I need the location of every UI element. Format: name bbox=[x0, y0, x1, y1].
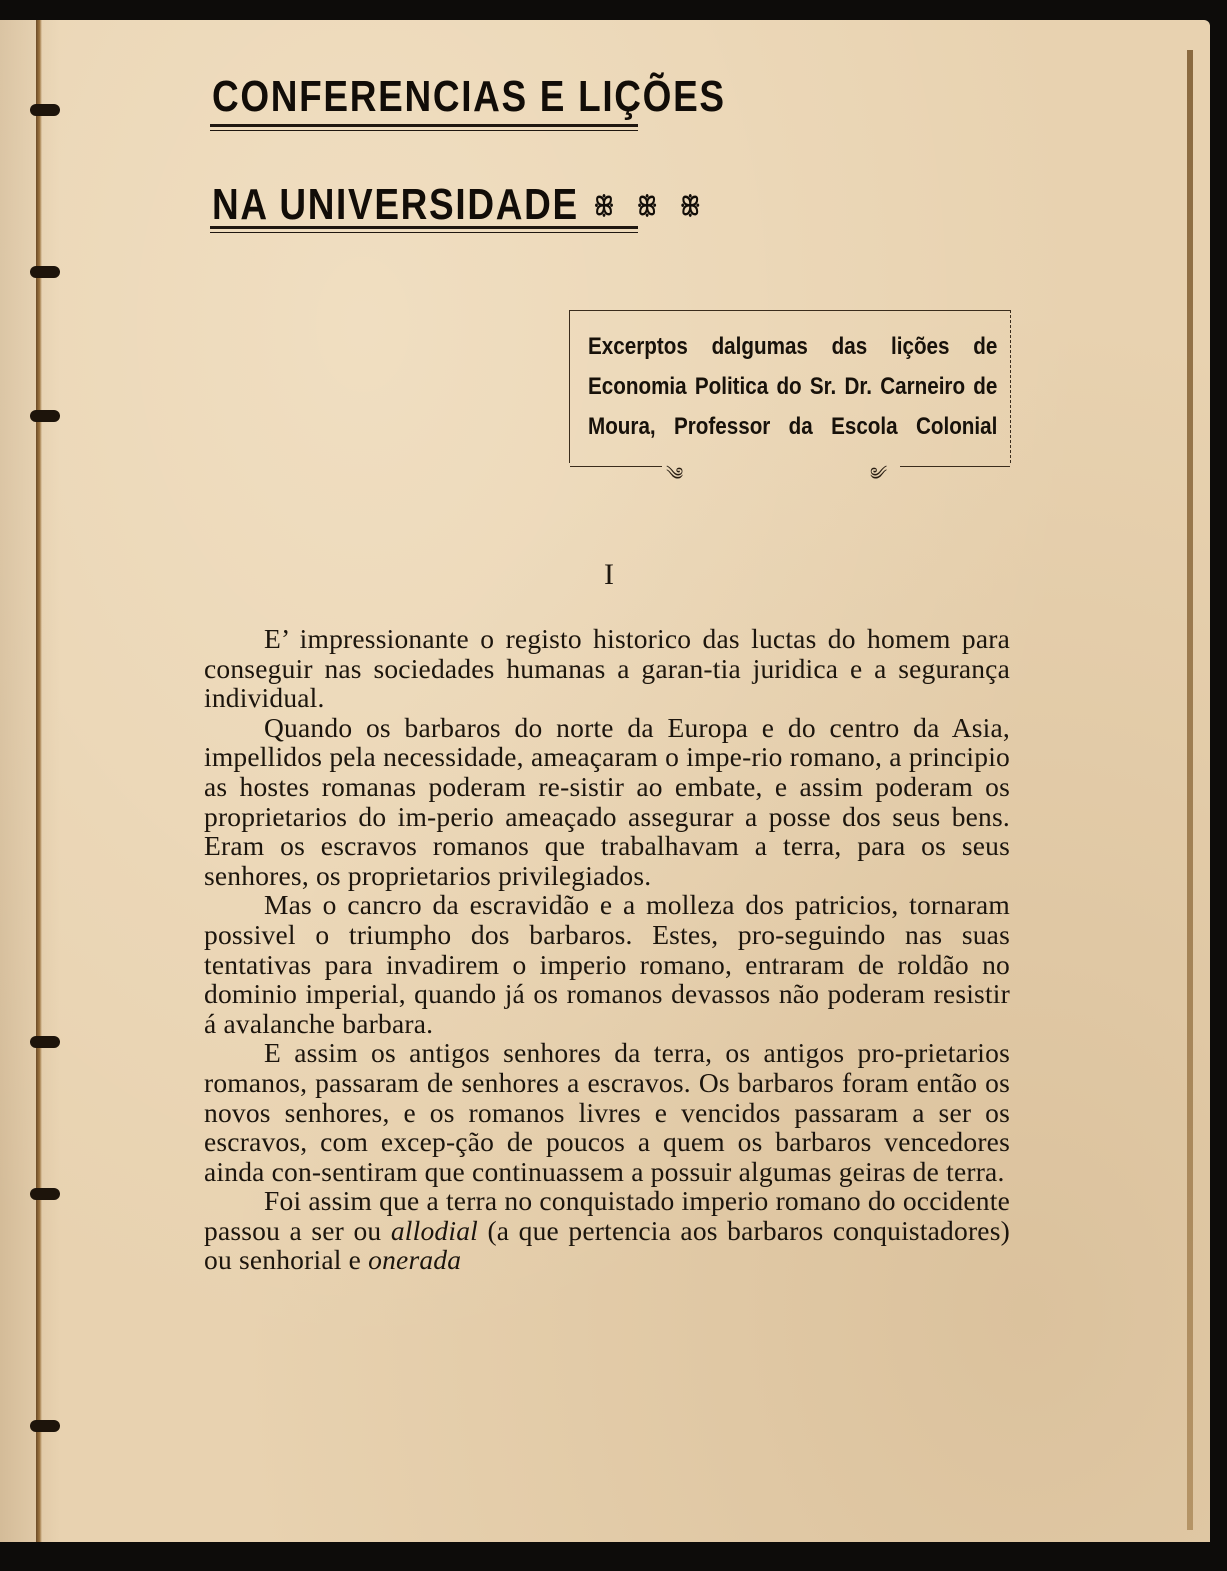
excerpt-box bbox=[569, 310, 1011, 484]
binding-stitch bbox=[30, 104, 60, 116]
heading-line-2 bbox=[212, 180, 709, 230]
flourish-left-icon: ༄ bbox=[666, 464, 684, 484]
flourish-right-icon: ༄ bbox=[870, 464, 888, 484]
paragraph: E’ impressionante o registo historico das luctas do homem para conseguir nas sociedades humanas a garan-tia juridica e a segurança individual. bbox=[204, 623, 1010, 714]
text-run: Foi assim que a terra no conquistado imperio romano do occidente passou a ser ou bbox=[204, 1185, 1010, 1246]
italic-term: onerada bbox=[368, 1244, 462, 1276]
binding-spine bbox=[36, 20, 42, 1542]
heading-line-2-text: NA UNIVERSIDADE bbox=[212, 180, 579, 229]
excerpt-box-footer bbox=[570, 461, 1010, 484]
footer-line bbox=[900, 466, 1010, 467]
body-text bbox=[204, 624, 1010, 1275]
binding-stitch bbox=[30, 1188, 60, 1200]
ornament-icon: ꕥ ꕥ ꕥ bbox=[593, 191, 709, 222]
heading-line-1: CONFERENCIAS E LIÇÕES bbox=[212, 72, 726, 121]
binding-stitch bbox=[30, 266, 60, 278]
footer-line bbox=[570, 466, 662, 467]
heading-rule bbox=[210, 124, 638, 131]
excerpt-text: Excerptos dalgumas das lições de Economia Politica do Sr. Dr. Carneiro de Moura, Professor da Escola Colonial bbox=[588, 333, 998, 440]
heading-rule bbox=[210, 226, 638, 233]
binding-stitch bbox=[30, 1420, 60, 1432]
section-numeral: I bbox=[604, 558, 614, 591]
text-run: (a que pertencia aos barbaros conquistadores) ou senhorial e bbox=[204, 1214, 1010, 1276]
paragraph: E assim os antigos senhores da terra, os antigos pro-prietarios romanos, passaram de senhores a escravos. Os barbaros foram então os novos senhores, e os romanos livres e vencidos passaram a ser os escravos, com excep-ção de poucos a quem os barbaros vencedores ainda con-sentiram que continuassem a possuir algumas geiras de terra. bbox=[204, 1037, 1010, 1187]
italic-term: allodial bbox=[390, 1214, 478, 1246]
paragraph-last bbox=[204, 1186, 1010, 1275]
paragraph: Quando os barbaros do norte da Europa e do centro da Asia, impellidos pela necessidade, ameaçaram o impe-rio romano, a principio as hostes romanas poderam re-sistir ao embate, e assim poderam os proprietarios do im-perio ameaçado assegurar a posse dos seus bens. Eram os escravos romanos que trabalhavam a terra, para os seus senhores, os proprietarios privilegiados. bbox=[204, 711, 1010, 891]
binding-stitch bbox=[30, 410, 60, 422]
page-edge bbox=[1187, 50, 1193, 1530]
binding-stitch bbox=[30, 1036, 60, 1048]
paragraph: Mas o cancro da escravidão e a molleza dos patricios, tornaram possivel o triumpho dos barbaros. Estes, pro-seguindo nas suas tentativas para invadirem o imperio romano, entraram de roldão no dominio imperial, quando já os romanos devassos não poderam resistir á avalanche barbara. bbox=[204, 889, 1010, 1039]
